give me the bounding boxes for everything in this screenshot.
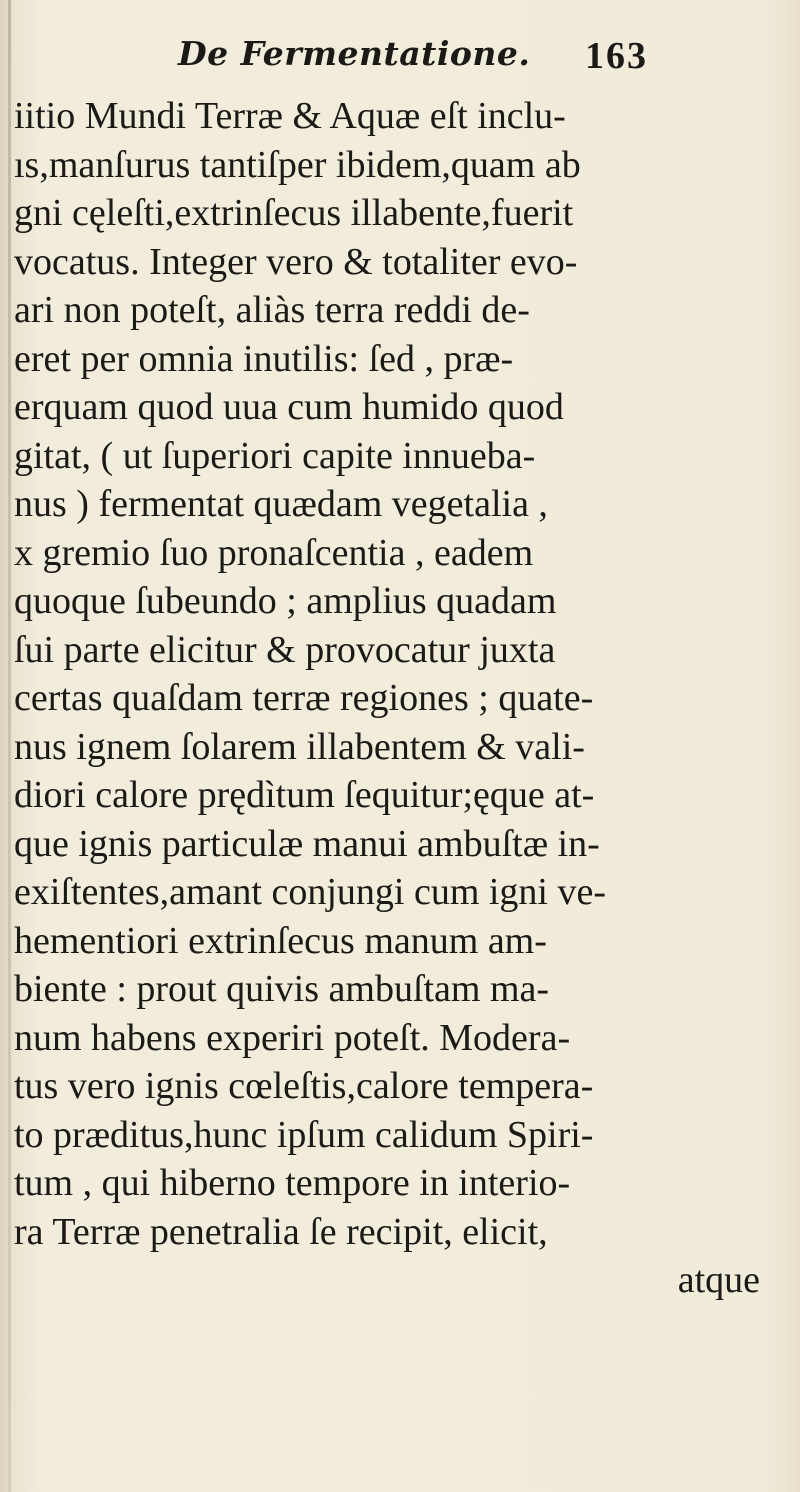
body-text: [14, 92, 784, 1305]
gutter-shadow: [8, 0, 11, 1492]
text-line: vocatus. Integer vero & totaliter evo-: [14, 240, 578, 283]
text-line: ari non poteſt, aliàs terra reddi de-: [14, 289, 530, 331]
text-line: x gremio ſuo pronaſcentia , eadem: [14, 531, 534, 574]
text-line: nus ) fermentat quædam vegetalia ,: [14, 483, 548, 525]
text-line: quoque ſubeundo ; amplius quadam: [14, 580, 557, 622]
text-line: tus vero ignis cœleſtis,calore tempera-: [14, 1065, 594, 1107]
text-line: que ignis particulæ manui ambuſtæ in-: [14, 822, 600, 865]
text-line: to præditus,hunc ipſum calidum Spiri-: [14, 1113, 594, 1156]
text-line: ıs,manſurus tantiſper ibidem,quam ab: [14, 143, 581, 186]
text-line: certas quaſdam terræ regiones ; quate-: [14, 677, 594, 719]
text-line: exiſtentes,amant conjungi cum igni ve-: [14, 871, 607, 913]
text-line: tum , qui hiberno tempore in interio-: [14, 1162, 571, 1204]
page-number: 163: [585, 35, 648, 77]
text-line: hementiori extrinſecus manum am-: [14, 919, 547, 962]
running-title: De Fermentatione.: [178, 34, 531, 73]
text-line: ra Terræ penetralia ſe recipit, elicit,: [14, 1210, 548, 1253]
text-line: erquam quod uua cum humido quod: [14, 386, 564, 428]
text-line: nus ignem ſolarem illabentem & vali-: [14, 725, 585, 768]
text-line: diori calore prędìtum ſequitur;ęque at-: [14, 774, 595, 816]
catchword: atque: [677, 1259, 760, 1301]
text-line: ſui parte elicitur & provocatur juxta: [14, 628, 556, 671]
text-line: eret per omnia inutilis: ſed , præ-: [14, 337, 514, 380]
text-line: gni cęleſti,extrinſecus illabente,fuerit: [14, 192, 574, 234]
text-line: iitio Mundi Terræ & Aquæ eſt inclu-: [14, 95, 566, 137]
text-line: gitat, ( ut ſuperiori capite innueba-: [14, 434, 536, 477]
text-line: biente : prout quivis ambuſtam ma-: [14, 968, 550, 1010]
text-line: num habens experiri poteſt. Modera-: [14, 1016, 571, 1059]
page-header: [178, 34, 648, 94]
